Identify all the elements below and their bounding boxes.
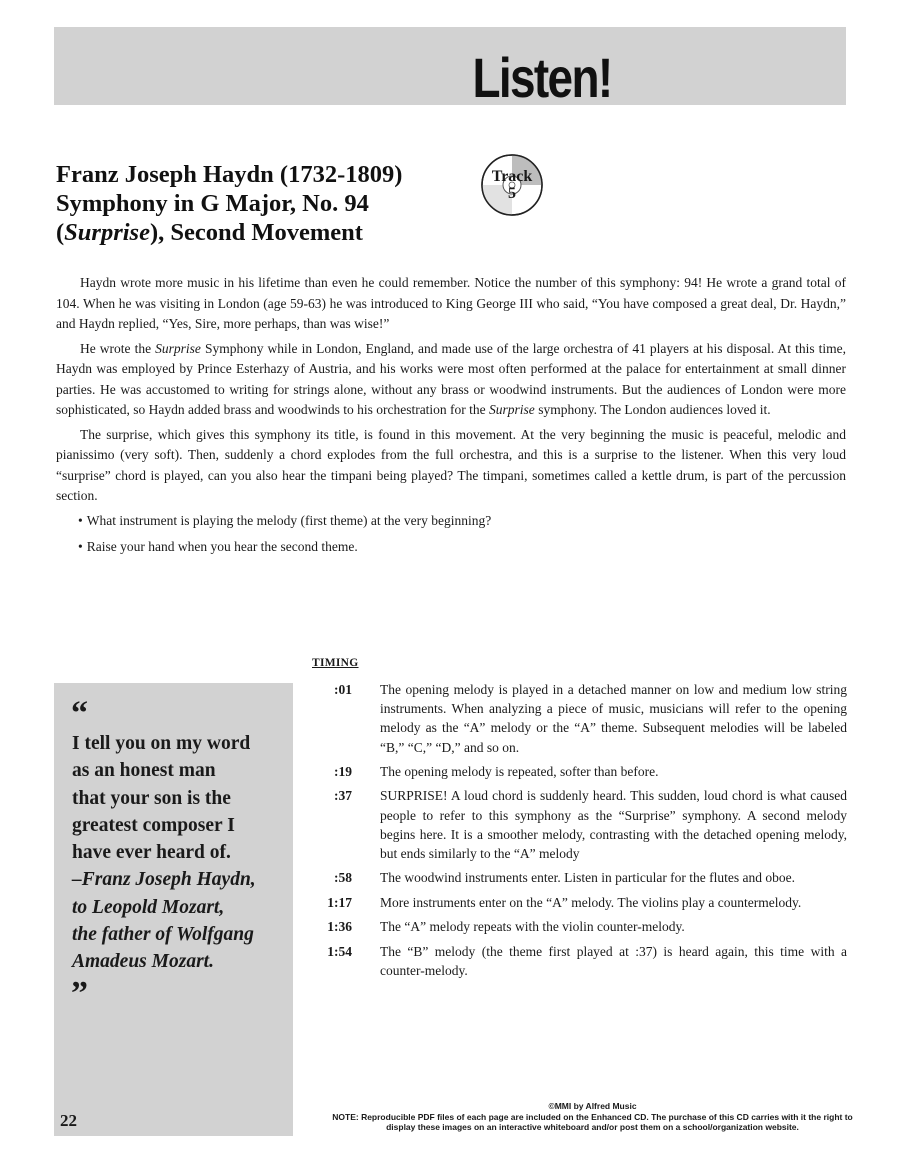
copyright-notice: ©MMI by Alfred Music	[548, 1101, 637, 1111]
timing-description: The “B” melody (the theme first played at :37) is heard again, this time with a counter-melody.	[380, 943, 847, 978]
quote-text: I tell you on my word as an honest man that your son is the greatest composer I have ever heard of. –Franz Joseph Haydn, to Leopold Mozart, the father of Wolfgang Amadeus Mozart.	[72, 730, 292, 976]
list-item: • Raise your hand when you hear the second theme.	[78, 539, 358, 554]
timing-description: The opening melody is repeated, softer than before.	[380, 763, 659, 779]
paragraph-3: The surprise, which gives this symphony its title, is found in this movement. At the very beginning the music is peaceful, melodic and pianissimo (very soft). Then, suddenly a chord explodes from the full orchestra, and this is a surprise to the listener. When this very loud “surprise” chord is played, can you also hear the timpani being played? The timpani, sometimes called a kettle drum, is part of the percussion section.	[56, 426, 846, 503]
list-item: • What instrument is playing the melody (first theme) at the very beginning?	[78, 512, 492, 528]
track-badge	[480, 153, 544, 217]
open-quote-mark: “	[71, 695, 88, 732]
intro-text	[56, 273, 846, 564]
timing-row	[312, 917, 847, 937]
symphony-line: Symphony in G Major, No. 94	[56, 190, 369, 217]
timing-row	[312, 942, 847, 980]
composer-line: Franz Joseph Haydn (1732-1809)	[56, 161, 403, 188]
timing-description: SURPRISE! A loud chord is suddenly heard. This sudden, loud chord is what caused people to refer to this symphony as the “Surprise” symphony. A second melody begins here. It is a smoother melody, contrasting with the detached opening melody, but ends similarly to the “A” melody	[380, 788, 847, 861]
page-number: 22	[60, 1111, 77, 1130]
timing-row	[312, 868, 847, 888]
timing-row	[312, 680, 847, 757]
footer	[320, 1101, 865, 1133]
timing-list	[312, 680, 847, 985]
timing-description: The woodwind instruments enter. Listen in particular for the flutes and oboe.	[380, 870, 796, 886]
timestamp: :01	[334, 682, 352, 697]
page-title: Listen!	[472, 46, 612, 109]
reproduction-note: NOTE: Reproducible PDF files of each page are included on the Enhanced CD. The purchase of this CD carries with it the right to display these images on an interactive whiteboard and/or post them on a school/organization website.	[332, 1111, 853, 1132]
timing-description: More instruments enter on the “A” melody. The violins play a countermelody.	[380, 894, 802, 910]
close-quote-mark: ”	[71, 975, 88, 1012]
piece-heading	[56, 160, 476, 247]
track-label: Track	[491, 168, 533, 185]
surprise-italic: Surprise	[64, 219, 150, 246]
timing-row	[312, 786, 847, 863]
timing-row	[312, 762, 847, 782]
timestamp: :37	[334, 788, 352, 804]
timing-label: TIMING	[312, 657, 359, 669]
paragraph-2: He wrote the Surprise Symphony while in London, England, and made use of the large orchestra of 41 players at his disposal. At this time, Haydn was employed by Prince Esterhazy of Austria, and his works were most often performed at the palace for entertainment at small dinner parties. He was accustomed to writing for strings alone, without any brass or woodwind instruments. But the audiences of London were more sophisticated, so Haydn added brass and woodwinds to his orchestration for the Surprise symphony. The London audiences loved it.	[56, 340, 846, 417]
timestamp: 1:36	[327, 919, 352, 935]
timestamp: :19	[334, 763, 352, 779]
movement-line: (Surprise), Second Movement	[56, 219, 363, 246]
quote-box	[54, 683, 293, 1136]
timestamp: 1:54	[327, 943, 352, 959]
timing-row	[312, 893, 847, 913]
quote-attribution: –Franz Joseph Haydn,	[72, 869, 256, 891]
paragraph-1: Haydn wrote more music in his lifetime than even he could remember. Notice the number of this symphony: 94! He wrote a grand total of 104. When he was visiting in London (age 59-63) he was introduced to King George III who said, “You have composed a great deal, Dr. Haydn,” and Haydn replied, “Yes, Sire, more perhaps, than was wise!”	[56, 275, 846, 331]
track-number: 5	[508, 185, 516, 202]
timestamp: :58	[334, 870, 352, 886]
timestamp: 1:17	[327, 894, 352, 910]
timing-description: The “A” melody repeats with the violin counter-melody.	[380, 919, 685, 935]
question-list	[56, 511, 846, 558]
timing-description: The opening melody is played in a detached manner on low and medium low string instruments. When analyzing a piece of music, musicians will refer to the opening melody as the “A” melody or the “A” theme. Subsequent melodies will be labeled “B,” “C,” “D,” and so on.	[380, 682, 847, 755]
